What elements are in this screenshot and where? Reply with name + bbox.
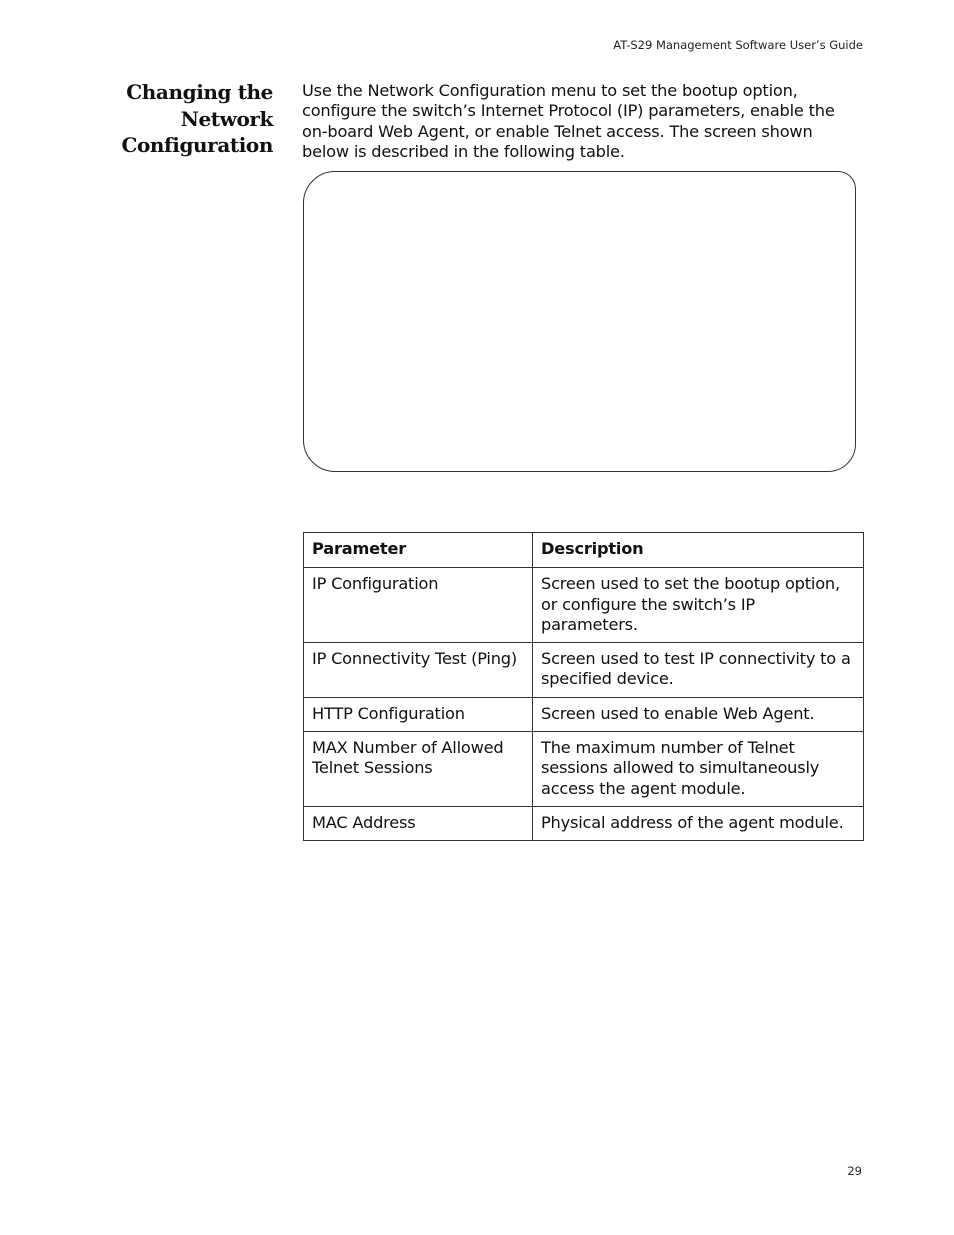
section-heading-line-3: Configuration [121, 133, 273, 157]
page-number: 29 [847, 1164, 862, 1178]
running-header: AT-S29 Management Software User’s Guide [613, 38, 863, 52]
description-cell: Screen used to test IP connectivity to a specified device. [533, 643, 864, 698]
parameter-table [303, 532, 864, 841]
section-heading [120, 79, 273, 159]
column-header-parameter: Parameter [304, 533, 533, 568]
parameter-cell: MAX Number of Allowed Telnet Sessions [304, 732, 533, 807]
table-row [304, 732, 864, 807]
description-cell: The maximum number of Telnet sessions allowed to simultaneously access the agent module. [533, 732, 864, 807]
parameter-cell: MAC Address [304, 806, 533, 840]
table-row [304, 806, 864, 840]
table-header-row [304, 533, 864, 568]
section-heading-line-2: Network [180, 106, 273, 131]
column-header-description: Description [533, 533, 864, 568]
parameter-cell: IP Configuration [304, 568, 533, 643]
parameter-cell: IP Connectivity Test (Ping) [304, 643, 533, 698]
table-row [304, 568, 864, 643]
description-cell: Physical address of the agent module. [533, 806, 864, 840]
section-heading-line-1: Changing the [126, 80, 273, 104]
parameter-cell: HTTP Configuration [304, 697, 533, 731]
description-cell: Screen used to set the bootup option, or configure the switch’s IP parameters. [533, 568, 864, 643]
screen-placeholder-frame [303, 171, 856, 472]
intro-paragraph: Use the Network Configuration menu to set the bootup option, configure the switch’s Internet Protocol (IP) parameters, enable the on-board Web Agent, or enable Telnet access. The screen shown below is described in the following table. [302, 81, 835, 161]
table-row [304, 697, 864, 731]
table-row [304, 643, 864, 698]
description-cell: Screen used to enable Web Agent. [533, 697, 864, 731]
